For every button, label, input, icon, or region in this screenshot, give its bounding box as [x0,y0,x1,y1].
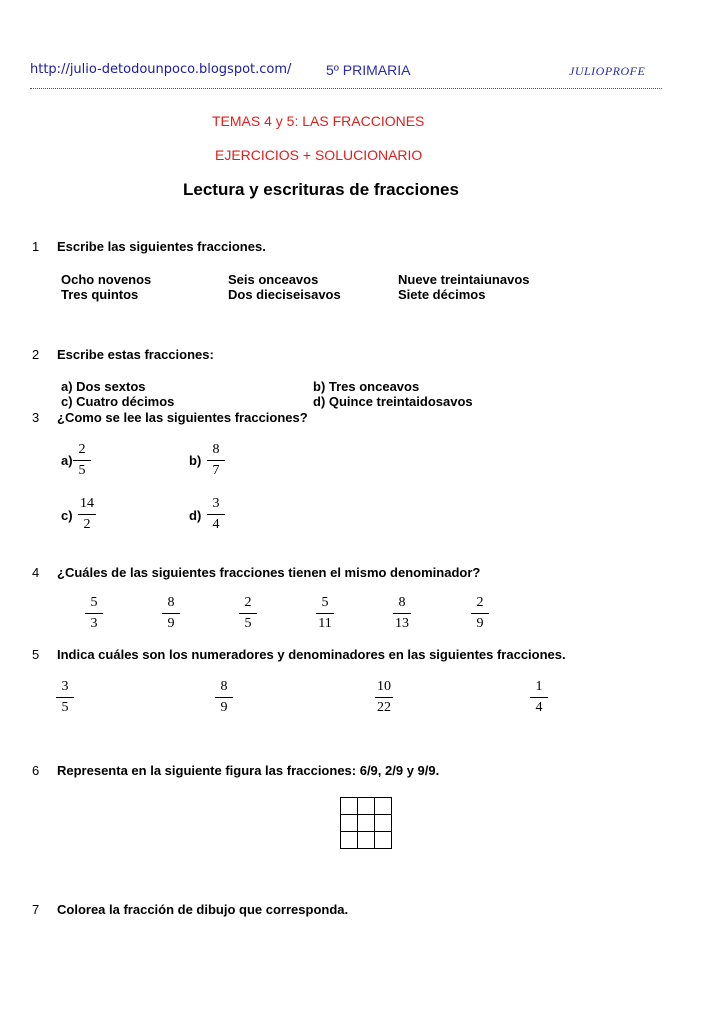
exercise-2-instruction: Escribe estas fracciones: [57,347,214,362]
header-grade: 5º PRIMARIA [326,62,411,78]
exercise-3-label: b) [189,453,202,468]
exercise-2-item: d) Quince treintaidosavos [313,394,473,409]
subtitle-heading: EJERCICIOS + SOLUCIONARIO [215,147,423,163]
numerator: 1 [535,679,543,694]
exercise-4-fraction [236,595,260,632]
exercise-5-fraction [372,679,396,716]
fraction-bar [162,613,180,614]
fraction-bar [375,697,393,698]
grid-cell [341,815,358,832]
numerator: 8 [167,595,175,610]
exercise-3-label: d) [189,508,202,523]
denominator: 5 [78,463,86,478]
header-author: JULIOPROFE [569,64,646,78]
numerator: 2 [476,595,484,610]
topic-heading: TEMAS 4 y 5: LAS FRACCIONES [212,113,425,129]
fraction-bar [393,613,411,614]
denominator: 9 [476,616,484,631]
denominator: 22 [377,700,391,715]
exercise-6-instruction: Representa en la siguiente figura las fracciones: 6/9, 2/9 y 9/9. [57,763,440,778]
grid-cell [375,815,392,832]
denominator: 5 [244,616,252,631]
numerator: 5 [321,595,329,610]
numerator: 2 [78,442,86,457]
fraction-bar [56,697,74,698]
numerator: 2 [244,595,252,610]
exercise-2-number: 2 [32,347,40,362]
denominator: 3 [90,616,98,631]
fraction-bar [471,613,489,614]
fraction-bar [316,613,334,614]
grid-cell [358,815,375,832]
grid-cell [358,832,375,849]
numerator: 14 [80,496,94,511]
fraction-grid-3x3 [340,797,392,849]
exercise-1-number: 1 [32,239,40,254]
fraction-bar [207,460,225,461]
numerator: 8 [212,442,220,457]
exercise-5-fraction [53,679,77,716]
denominator: 13 [395,616,409,631]
denominator: 5 [61,700,69,715]
exercise-5-instruction: Indica cuáles son los numeradores y denominadores en las siguientes fracciones. [57,647,566,662]
exercise-3-number: 3 [32,410,40,425]
exercise-2-item: b) Tres onceavos [313,379,420,394]
exercise-7-instruction: Colorea la fracción de dibujo que corresponda. [57,902,349,917]
grid-cell [375,832,392,849]
fraction-bar [530,697,548,698]
page-title: Lectura y escrituras de fracciones [183,180,459,199]
exercise-5-fraction [527,679,551,716]
exercise-4-fraction [313,595,337,632]
exercise-1-item: Nueve treintaiunavos [398,272,530,287]
exercise-7-number: 7 [32,902,40,917]
denominator: 9 [167,616,175,631]
numerator: 3 [212,496,220,511]
exercise-6-number: 6 [32,763,40,778]
exercise-3-fraction [75,496,99,533]
fraction-bar [207,514,225,515]
exercise-1-item: Siete décimos [398,287,486,302]
exercise-3-fraction [204,442,228,479]
header-url[interactable]: http://julio-detodounpoco.blogspot.com/ [30,62,292,77]
fraction-bar [215,697,233,698]
exercise-4-fraction [468,595,492,632]
denominator: 7 [212,463,220,478]
fraction-bar [85,613,103,614]
exercise-1-item: Dos dieciseisavos [228,287,341,302]
denominator: 11 [318,616,332,631]
exercise-2-item: c) Cuatro décimos [61,394,175,409]
fraction-bar [78,514,96,515]
exercise-4-fraction [82,595,106,632]
denominator: 9 [220,700,228,715]
exercise-3-label: a) [61,453,73,468]
exercise-1-item: Seis onceavos [228,272,319,287]
header-divider [30,88,662,89]
numerator: 8 [220,679,228,694]
exercise-5-fraction [212,679,236,716]
exercise-3-fraction [204,496,228,533]
exercise-3-instruction: ¿Como se lee las siguientes fracciones? [57,410,308,425]
exercise-4-instruction: ¿Cuáles de las siguientes fracciones tienen el mismo denominador? [57,565,481,580]
exercise-4-fraction [159,595,183,632]
fraction-bar [73,460,91,461]
exercise-1-item: Tres quintos [61,287,139,302]
numerator: 3 [61,679,69,694]
exercise-1-item: Ocho novenos [61,272,152,287]
exercise-3-label: c) [61,508,73,523]
numerator: 5 [90,595,98,610]
denominator: 2 [83,517,91,532]
denominator: 4 [535,700,543,715]
denominator: 4 [212,517,220,532]
grid-cell [341,832,358,849]
grid-cell [375,798,392,815]
fraction-bar [239,613,257,614]
exercise-4-fraction [390,595,414,632]
exercise-2-item: a) Dos sextos [61,379,146,394]
numerator: 8 [398,595,406,610]
exercise-5-number: 5 [32,647,40,662]
grid-cell [358,798,375,815]
exercise-4-number: 4 [32,565,40,580]
exercise-1-instruction: Escribe las siguientes fracciones. [57,239,266,254]
grid-cell [341,798,358,815]
numerator: 10 [377,679,391,694]
exercise-3-fraction [70,442,94,479]
